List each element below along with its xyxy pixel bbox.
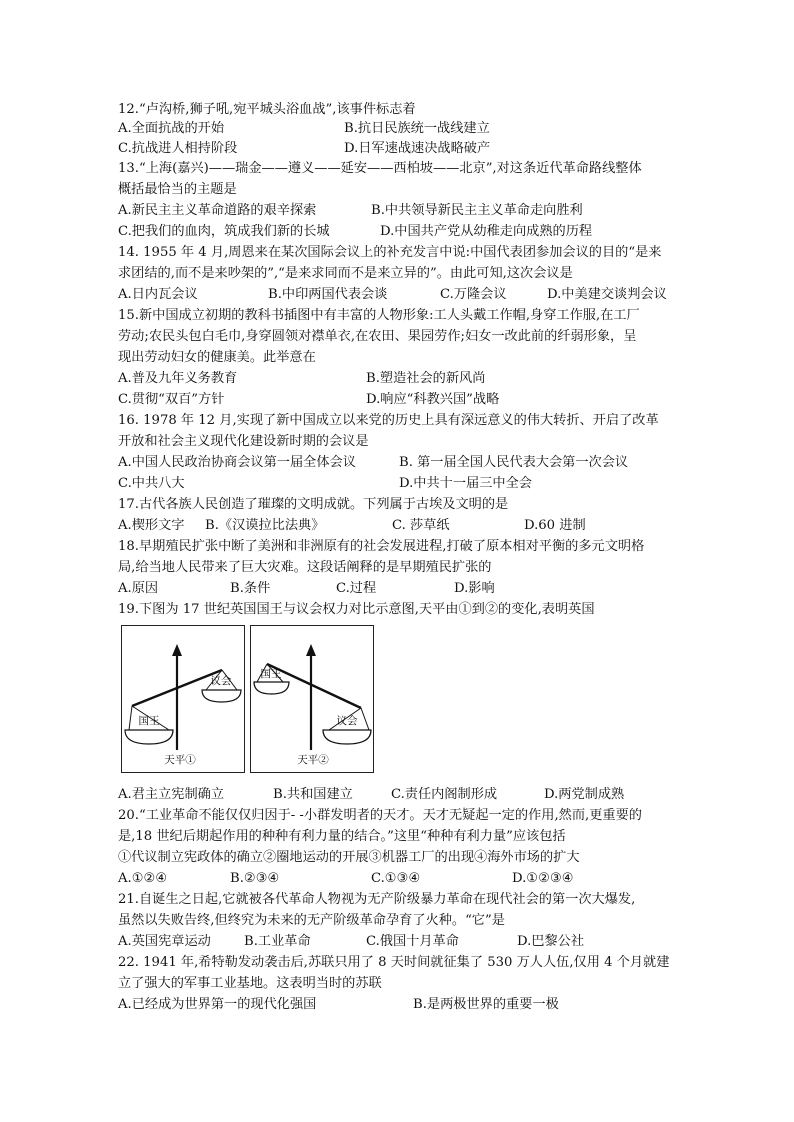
q16-stem-line2: 开放和社会主义现代化建设新时期的会议是 xyxy=(118,434,369,449)
q18-option-b[interactable]: B.条件 xyxy=(230,581,271,596)
q15-option-a[interactable]: A.普及九年义务教育 xyxy=(118,371,238,386)
q22-stem-line1: 22. 1941 年,希特勒发动袭击后,苏联只用了 8 天时间就征集了 530 万人人伍,仅用 4 个月就建 xyxy=(118,955,670,970)
q12-option-c[interactable]: C.抗战进人相持阶段 xyxy=(118,141,238,156)
q19-option-d[interactable]: D.两党制成熟 xyxy=(544,787,625,802)
q21-stem-line1: 21.自诞生之日起,它就被各代革命人物视为无产阶级暴力革命在现代社会的第一次大爆发, xyxy=(118,892,636,907)
q15-stem-line2: 劳动;农民头包白毛巾,身穿圆领对襟单衣,在农田、果园劳作;妇女一改此前的纤弱形象，呈 xyxy=(118,329,637,344)
q17-stem: 17.古代各族人民创造了璀璨的文明成就。下列属于古埃及文明的是 xyxy=(118,497,509,512)
q18-option-c[interactable]: C.过程 xyxy=(336,581,377,596)
q20-stem-line1: 20.“工业革命不能仅仅归因于- -小群发明者的天才。天才无疑起一定的作用,然而,更重要的 xyxy=(118,808,642,823)
q17-option-d[interactable]: D.60 进制 xyxy=(524,518,586,533)
q19-option-c[interactable]: C.责任内阁制形成 xyxy=(391,787,498,802)
q20-option-d[interactable]: D.①②③④ xyxy=(512,871,574,886)
q17-option-b[interactable]: B.《汉谟拉比法典》 xyxy=(205,518,325,533)
q14-stem-line1: 14. 1955 年 4 月,周恩来在某次国际会议上的补充发言中说:中国代表团参加会议的目的“是来 xyxy=(118,245,662,260)
q14-option-c[interactable]: C.万隆会议 xyxy=(440,287,507,302)
q18-stem-line1: 18.早期殖民扩张中断了美洲和非洲原有的社会发展进程,打破了原本相对平衡的多元文明格 xyxy=(118,539,645,554)
q22-stem-line2: 立了强大的军事工业基地。这表明当时的苏联 xyxy=(118,976,382,991)
q16-option-a[interactable]: A.中国人民政治协商会议第一届全体会议 xyxy=(118,455,356,470)
q12-option-d[interactable]: D.日军速战速决战略破产 xyxy=(344,141,491,156)
balance-1-caption: 天平① xyxy=(164,754,196,766)
q14-stem-line2: 求团结的,而不是来吵架的”,“是来求同而不是来立异的”。由此可知,这次会议是 xyxy=(118,266,573,281)
q21-option-b[interactable]: B.工业革命 xyxy=(244,934,311,949)
q12-stem: 12.“卢沟桥,狮子吼,宛平城头浴血战”,该事件标志着 xyxy=(118,102,416,117)
q16-option-d[interactable]: D.中共十一届三中全会 xyxy=(399,476,532,491)
q15-stem-line1: 15.新中国成立初期的教科书插图中有丰富的人物形象:工人头戴工作帽,身穿工作服,在工厂 xyxy=(118,308,640,323)
q19-option-b[interactable]: B.共和国建立 xyxy=(273,787,353,802)
q22-option-a[interactable]: A.已经成为世界第一的现代化强国 xyxy=(118,997,317,1012)
q13-stem-line1: 13.“上海(嘉兴)——瑞金——遵义——延安——西柏坡——北京”,对这条近代革命路线整体 xyxy=(118,161,642,176)
q13-option-b[interactable]: B.中共领导新民主主义革命走向胜利 xyxy=(371,203,583,218)
q20-stem-line3: ①代议制立宪政体的确立②圈地运动的开展③机器工厂的出现④海外市场的扩大 xyxy=(118,850,580,865)
balance-2-parliament-label: 议会 xyxy=(336,715,358,727)
balance-1-parliament-label: 议会 xyxy=(210,675,232,687)
q21-option-c[interactable]: C.俄国十月革命 xyxy=(366,934,459,949)
q18-option-a[interactable]: A.原因 xyxy=(118,581,159,596)
q13-option-d[interactable]: D.中国共产党从幼稚走向成熟的历程 xyxy=(380,224,593,239)
q13-option-c[interactable]: C.把我们的血肉，筑成我们新的长城 xyxy=(118,224,330,239)
q18-stem-line2: 局,给当地人民带来了巨大灾难。这段话阐释的是早期殖民扩张的 xyxy=(118,560,492,575)
balance-1 xyxy=(121,625,245,773)
balance-figure xyxy=(121,625,373,773)
q22-option-b[interactable]: B.是两极世界的重要一极 xyxy=(413,997,559,1012)
q20-stem-line2: 是,18 世纪后期起作用的种种有利力量的结合。”这里“种种有利力量”应该包括 xyxy=(118,829,566,844)
q13-stem-line2: 概括最恰当的主题是 xyxy=(118,182,237,197)
q17-option-c[interactable]: C. 莎草纸 xyxy=(392,518,450,533)
q15-option-c[interactable]: C.贯彻“双百”方针 xyxy=(118,392,225,407)
q13-option-a[interactable]: A.新民主主义革命道路的艰辛探索 xyxy=(118,203,317,218)
q15-option-b[interactable]: B.塑造社会的新风尚 xyxy=(366,371,486,386)
q12-option-b[interactable]: B.抗日民族统一战线建立 xyxy=(344,121,490,136)
q16-option-c[interactable]: C.中共八大 xyxy=(118,476,185,491)
q21-stem-line2: 虽然以失败告终,但终究为未来的无产阶级革命孕育了火种。“它”是 xyxy=(118,913,505,928)
balance-2 xyxy=(250,625,374,773)
q20-option-b[interactable]: B.②③④ xyxy=(230,871,280,886)
q16-stem-line1: 16. 1978 年 12 月,实现了新中国成立以来党的历史上具有深远意义的伟大转折、开启了改革 xyxy=(118,413,659,428)
q20-option-c[interactable]: C.①③④ xyxy=(371,871,421,886)
q14-option-b[interactable]: B.中印两国代表会谈 xyxy=(268,287,388,302)
q15-option-d[interactable]: D.响应“科教兴国”战略 xyxy=(366,392,500,407)
q19-option-a[interactable]: A.君主立宪制确立 xyxy=(118,787,225,802)
q15-stem-line3: 现出劳动妇女的健康美。此举意在 xyxy=(118,350,316,365)
q18-option-d[interactable]: D.影响 xyxy=(454,581,495,596)
q21-option-a[interactable]: A.英国宪章运动 xyxy=(118,934,211,949)
q21-option-d[interactable]: D.巴黎公社 xyxy=(517,934,585,949)
q20-option-a[interactable]: A.①②④ xyxy=(118,871,168,886)
balance-2-caption: 天平② xyxy=(297,754,329,766)
q16-option-b[interactable]: B. 第一届全国人民代表大会第一次会议 xyxy=(399,455,629,470)
q14-option-d[interactable]: D.中美建交谈判会议 xyxy=(547,287,667,302)
q12-option-a[interactable]: A.全面抗战的开始 xyxy=(118,121,225,136)
q17-option-a[interactable]: A.楔形文字 xyxy=(118,518,185,533)
balance-1-king-label: 国王 xyxy=(138,715,160,727)
balance-2-king-label: 国王 xyxy=(260,668,282,680)
q14-option-a[interactable]: A.日内瓦会议 xyxy=(118,287,198,302)
q19-stem: 19.下图为 17 世纪英国国王与议会权力对比示意图,天平由①到②的变化,表明英国 xyxy=(118,602,595,617)
